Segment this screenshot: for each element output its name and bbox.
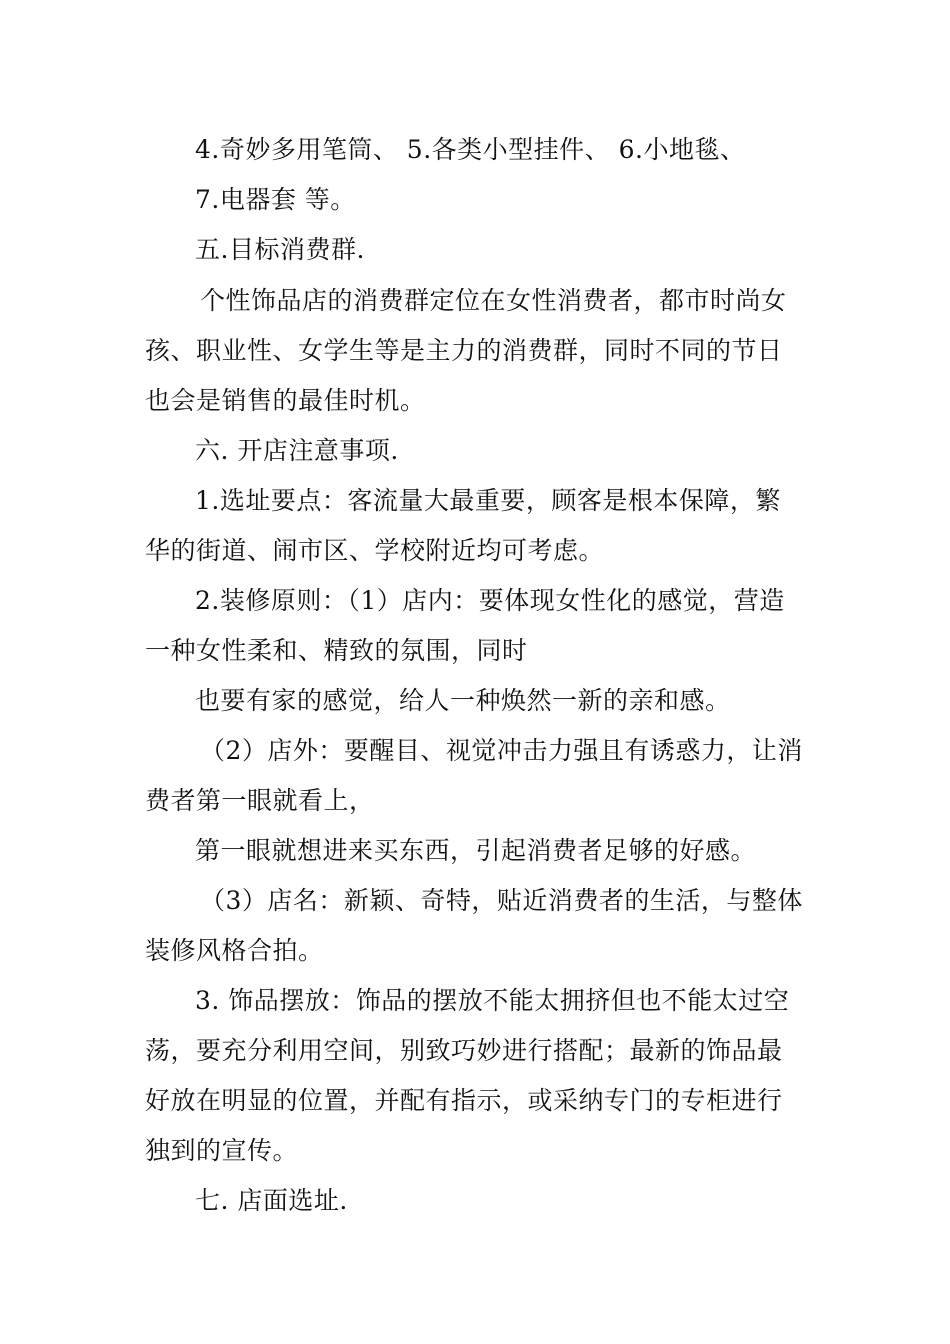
paragraph-line: （2）店外：要醒目、视觉冲击力强且有诱惑力，让消 — [200, 736, 803, 765]
section-heading-target-consumers: 五.目标消费群. — [195, 235, 365, 264]
section-heading-notes: 六. 开店注意事项. — [195, 436, 399, 465]
paragraph-line: 第一眼就想进来买东西，引起消费者足够的好感。 — [195, 836, 757, 865]
list-line-item-7: 7.电器套 等。 — [195, 185, 356, 214]
section-heading-store-location: 七. 店面选址. — [195, 1186, 348, 1215]
paragraph-line: 3. 饰品摆放：饰品的摆放不能太拥挤但也不能太过空 — [195, 986, 790, 1015]
paragraph-line: （3）店名：新颖、奇特，贴近消费者的生活，与整体 — [200, 886, 803, 915]
paragraph-line: 2.装修原则：（1）店内：要体现女性化的感觉，营造 — [195, 586, 785, 615]
paragraph-line: 装修风格合拍。 — [145, 936, 324, 965]
paragraph-line: 一种女性柔和、精致的氛围，同时 — [145, 636, 528, 665]
paragraph-line: 荡，要充分利用空间，别致巧妙进行搭配；最新的饰品最 — [145, 1036, 783, 1065]
paragraph-line: 也会是销售的最佳时机。 — [145, 386, 426, 415]
paragraph-line: 孩、职业性、女学生等是主力的消费群，同时不同的节日 — [145, 336, 783, 365]
paragraph-line: 费者第一眼就看上， — [145, 786, 375, 815]
paragraph-line: 好放在明显的位置，并配有指示，或采纳专门的专柜进行 — [145, 1086, 783, 1115]
paragraph-line: 个性饰品店的消费群定位在女性消费者，都市时尚女 — [200, 286, 787, 315]
list-line-items-4-6: 4.奇妙多用笔筒、 5.各类小型挂件、 6.小地毯、 — [195, 135, 746, 164]
paragraph-line: 华的街道、闹市区、学校附近均可考虑。 — [145, 536, 605, 565]
paragraph-line: 独到的宣传。 — [145, 1136, 299, 1165]
paragraph-line: 也要有家的感觉，给人一种焕然一新的亲和感。 — [195, 686, 731, 715]
paragraph-line: 1.选址要点：客流量大最重要，顾客是根本保障，繁 — [195, 486, 781, 515]
